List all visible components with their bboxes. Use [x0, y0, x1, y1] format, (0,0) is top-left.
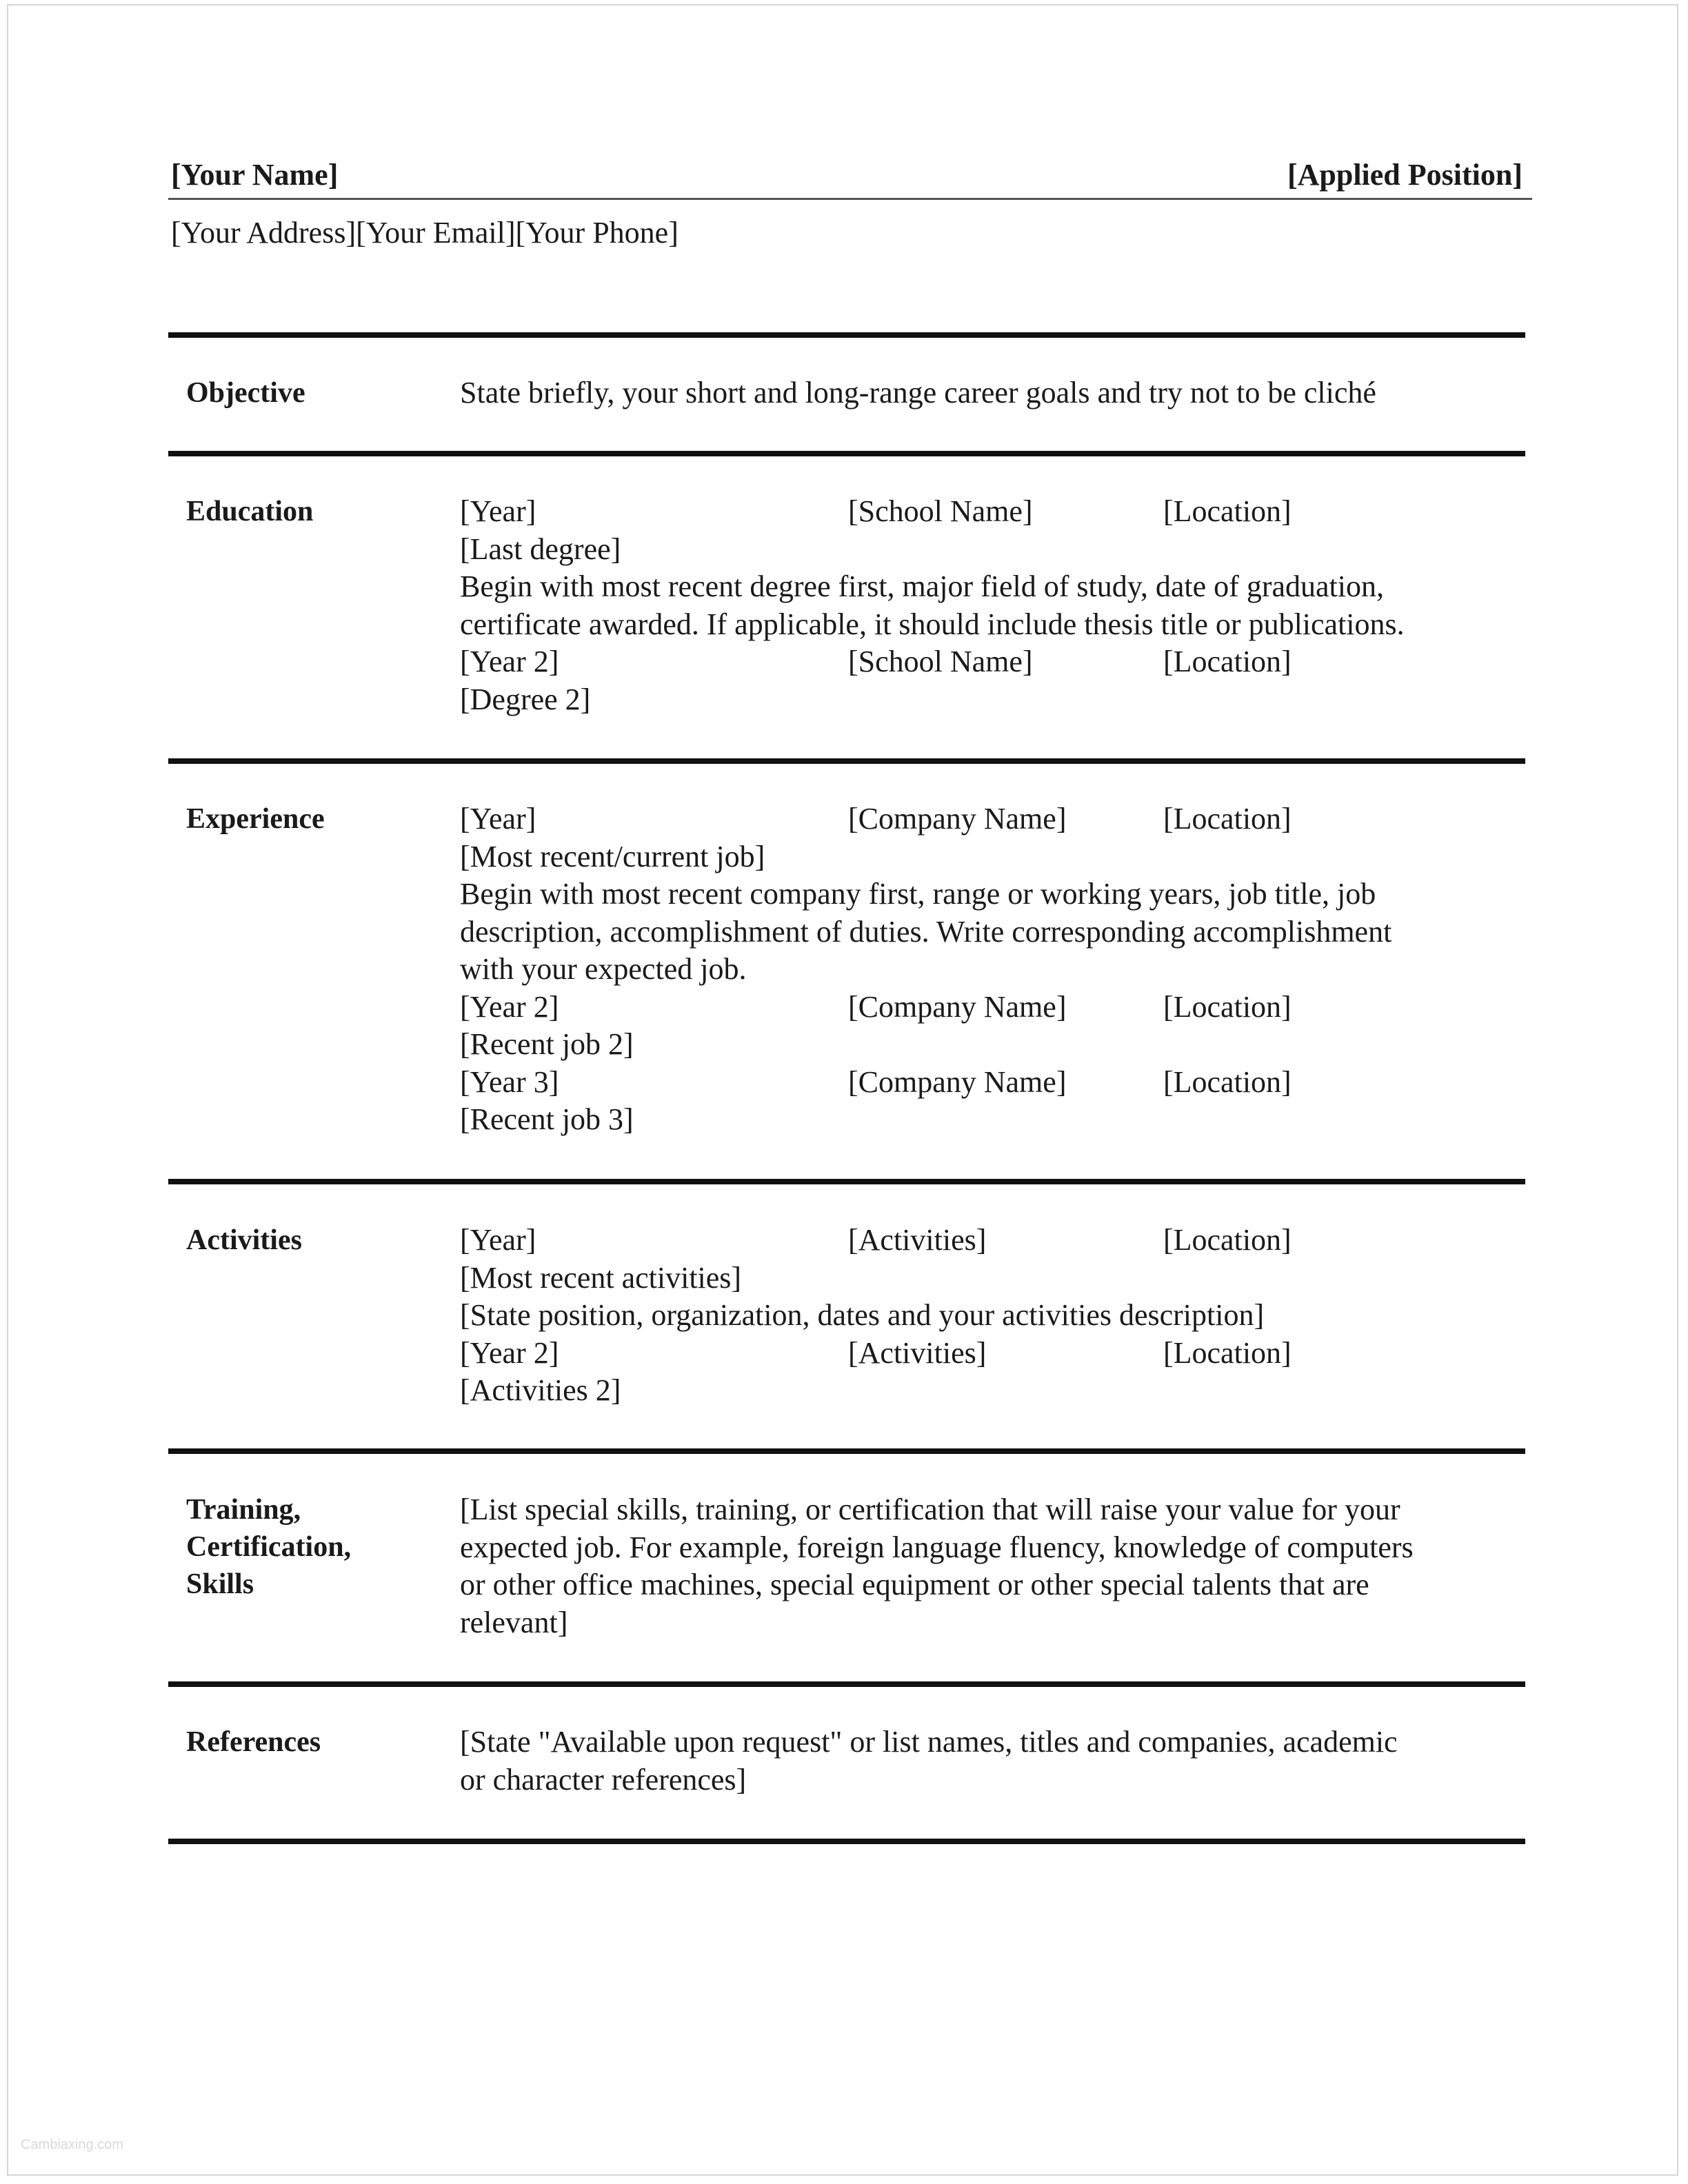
experience-location: [Location]: [1163, 989, 1292, 1024]
experience-year: [Year 2]: [460, 989, 559, 1024]
watermark: Cambiaxing.com: [21, 2137, 123, 2152]
experience-company: [Company Name]: [848, 989, 1067, 1024]
training-line: [List special skills, training, or certification that will raise your value for your: [460, 1493, 1400, 1526]
experience-job: [Recent job 3]: [460, 1102, 634, 1136]
training-label-line: Skills: [186, 1568, 254, 1600]
activities-detail: [Activities 2]: [460, 1373, 621, 1407]
education-school: [School Name]: [848, 645, 1033, 678]
section-divider: [168, 332, 1525, 338]
section-divider: [168, 1179, 1525, 1184]
section-divider: [168, 758, 1525, 764]
contact-info: [Your Address][Your Email][Your Phone]: [171, 216, 679, 250]
objective-body: [460, 374, 1536, 412]
section-divider: [168, 1448, 1525, 1454]
references-body: [460, 1723, 1536, 1799]
applicant-name: [Your Name]: [171, 158, 339, 192]
experience-label: Experience: [186, 803, 325, 835]
activities-label: Activities: [186, 1224, 302, 1256]
experience-year: [Year 3]: [460, 1064, 559, 1099]
training-body: [460, 1491, 1536, 1641]
section-divider: [168, 1681, 1525, 1687]
education-year: [Year 2]: [460, 645, 559, 678]
education-year: [Year]: [460, 494, 536, 528]
experience-job: [Recent job 2]: [460, 1027, 634, 1061]
experience-company: [Company Name]: [848, 1064, 1067, 1099]
training-line: or other office machines, special equipment or other special talents that are: [460, 1568, 1369, 1601]
activities-location: [Location]: [1163, 1335, 1292, 1370]
experience-company: [Company Name]: [848, 802, 1067, 836]
activities-name: [Activities]: [848, 1335, 987, 1370]
activities-description: [State position, organization, dates and your activities description]: [460, 1298, 1265, 1332]
education-entry-row: [460, 643, 1536, 681]
objective-text: State briefly, your short and long-range career goals and try not to be cliché: [460, 376, 1376, 410]
activities-name: [Activities]: [848, 1223, 987, 1257]
objective-label: Objective: [186, 377, 305, 409]
experience-year: [Year]: [460, 802, 536, 836]
experience-entry-row: [460, 800, 1536, 838]
activities-entry-row: [460, 1335, 1536, 1373]
experience-description-line: Begin with most recent company first, range or working years, job title, job: [460, 877, 1376, 911]
training-label-line: Certification,: [186, 1531, 352, 1563]
training-line: relevant]: [460, 1605, 568, 1639]
header-divider: [168, 198, 1532, 200]
education-degree: [Degree 2]: [460, 682, 591, 716]
education-label: Education: [186, 496, 314, 527]
references-label: References: [186, 1726, 321, 1758]
training-label: [186, 1491, 351, 1603]
experience-location: [Location]: [1163, 802, 1292, 836]
activities-entry-row: [460, 1222, 1536, 1260]
experience-description-line: description, accomplishment of duties. Write corresponding accomplishment: [460, 914, 1392, 949]
references-line: [State "Available upon request" or list names, titles and companies, academic: [460, 1725, 1398, 1759]
education-description-line: Begin with most recent degree first, major field of study, date of graduation,: [460, 569, 1384, 603]
applied-position: [Applied Position]: [1287, 158, 1523, 192]
training-line: expected job. For example, foreign language fluency, knowledge of computers: [460, 1530, 1414, 1564]
section-divider: [168, 451, 1525, 456]
education-description-line: certificate awarded. If applicable, it should include thesis title or publications.: [460, 607, 1405, 641]
education-location: [Location]: [1163, 494, 1292, 528]
references-line: or character references]: [460, 1762, 747, 1797]
experience-job: [Most recent/current job]: [460, 839, 765, 873]
training-label-line: Training,: [186, 1494, 301, 1526]
experience-body: [460, 800, 1536, 1139]
activities-detail: [Most recent activities]: [460, 1260, 742, 1295]
education-location: [Location]: [1163, 645, 1292, 678]
education-school: [School Name]: [848, 494, 1033, 528]
experience-location: [Location]: [1163, 1064, 1292, 1099]
activities-year: [Year]: [460, 1223, 536, 1257]
experience-description-line: with your expected job.: [460, 952, 747, 986]
section-divider: [168, 1839, 1525, 1844]
activities-year: [Year 2]: [460, 1335, 559, 1370]
education-degree: [Last degree]: [460, 532, 621, 566]
experience-entry-row: [460, 1064, 1536, 1102]
experience-entry-row: [460, 989, 1536, 1027]
education-body: [460, 493, 1536, 718]
activities-location: [Location]: [1163, 1223, 1292, 1257]
education-entry-row: [460, 493, 1536, 531]
activities-body: [460, 1222, 1536, 1410]
